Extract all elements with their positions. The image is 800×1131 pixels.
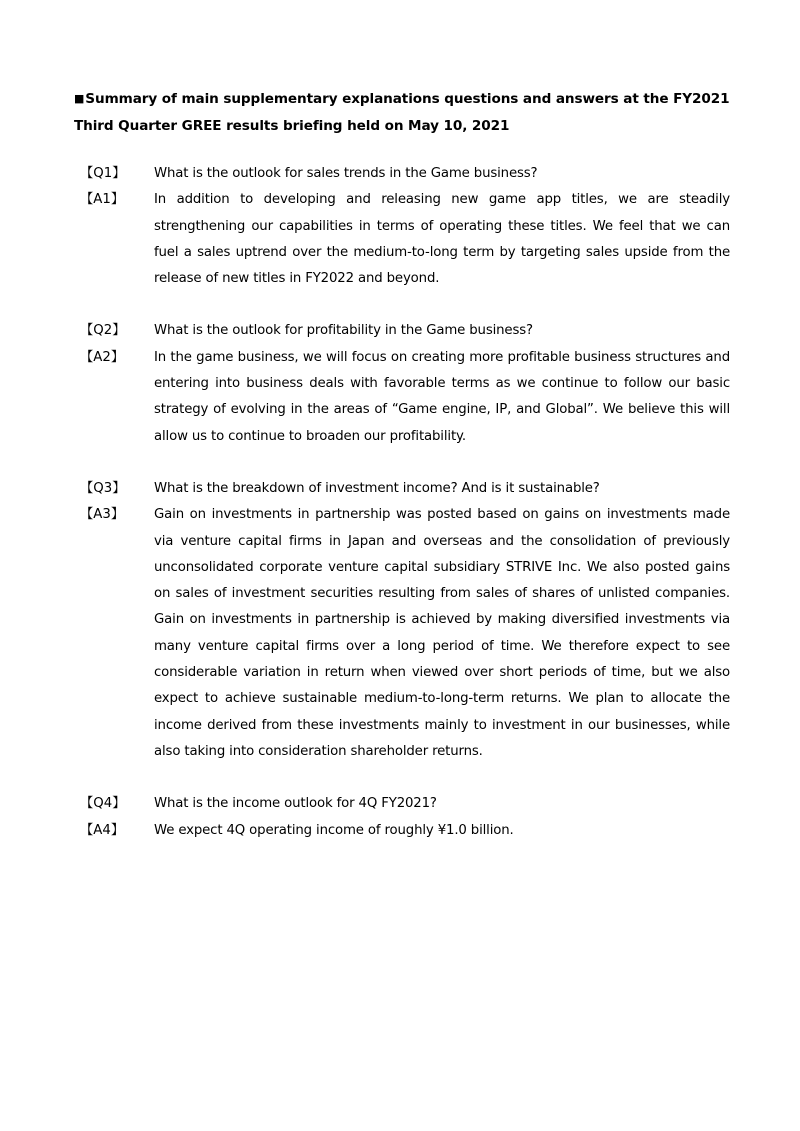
question-label: 【Q4】: [80, 796, 126, 812]
answer-row: [80, 345, 730, 450]
question-label: 【Q3】: [80, 480, 126, 496]
question-row: [80, 318, 730, 344]
answer-row: [80, 502, 730, 765]
answer-text: Gain on investments in partnership was posted based on gains on investments made via venture capital firms in Japan and overseas and the consolidation of previously unconsolidated corporate venture capital subsidiary STRIVE Inc. We also posted gains on sales of investment securities resulting from sales of shares of unlisted companies. Gain on investments in partnership is achieved by making diversified investments via many venture capital firms over a long period of time. We therefore expect to see considerable variation in return when viewed over short periods of time, but we also expect to achieve sustainable medium-to-long-term returns. We plan to allocate the income derived from these investments mainly to investment in our businesses, while also taking into consideration shareholder returns.: [154, 507, 730, 759]
qa-item-1: [80, 161, 730, 292]
question-label: 【Q2】: [80, 323, 126, 339]
qa-item-4: [80, 791, 730, 844]
answer-row: [80, 187, 730, 292]
question-text: What is the breakdown of investment income? And is it sustainable?: [154, 480, 600, 496]
answer-text: In addition to developing and releasing new game app titles, we are steadily strengthening our capabilities in terms of operating these titles. We feel that we can fuel a sales uptrend over the medium-to-long term by targeting sales upside from the release of new titles in FY2022 and beyond.: [154, 192, 730, 287]
document-title: [74, 86, 738, 139]
question-label: 【Q1】: [80, 166, 126, 181]
question-row: [80, 791, 730, 817]
square-bullet-icon: ■: [74, 92, 85, 105]
answer-label: 【A1】: [80, 192, 125, 208]
question-row: [80, 161, 730, 187]
question-row: [80, 476, 730, 502]
answer-text: We expect 4Q operating income of roughly ¥1.0 billion.: [154, 822, 514, 838]
answer-text: In the game business, we will focus on creating more profitable business structures and entering into business deals with favorable terms as we continue to follow our basic strategy of evolving in the areas of “Game engine, IP, and Global”. We believe this will allow us to continue to broaden our profitability.: [154, 349, 730, 444]
qa-list: [80, 161, 730, 870]
answer-label: 【A3】: [80, 507, 125, 523]
qa-item-3: [80, 476, 730, 765]
question-text: What is the outlook for profitability in the Game business?: [154, 323, 533, 339]
answer-label: 【A2】: [80, 349, 125, 365]
answer-row: [80, 818, 730, 844]
qa-item-2: [80, 318, 730, 449]
question-text: What is the outlook for sales trends in the Game business?: [154, 166, 538, 181]
question-text: What is the income outlook for 4Q FY2021?: [154, 796, 437, 812]
title-text: Summary of main supplementary explanations questions and answers at the FY2021 Third Quarter GREE results briefing held on May 10, 2021: [74, 91, 730, 134]
answer-label: 【A4】: [80, 822, 125, 838]
